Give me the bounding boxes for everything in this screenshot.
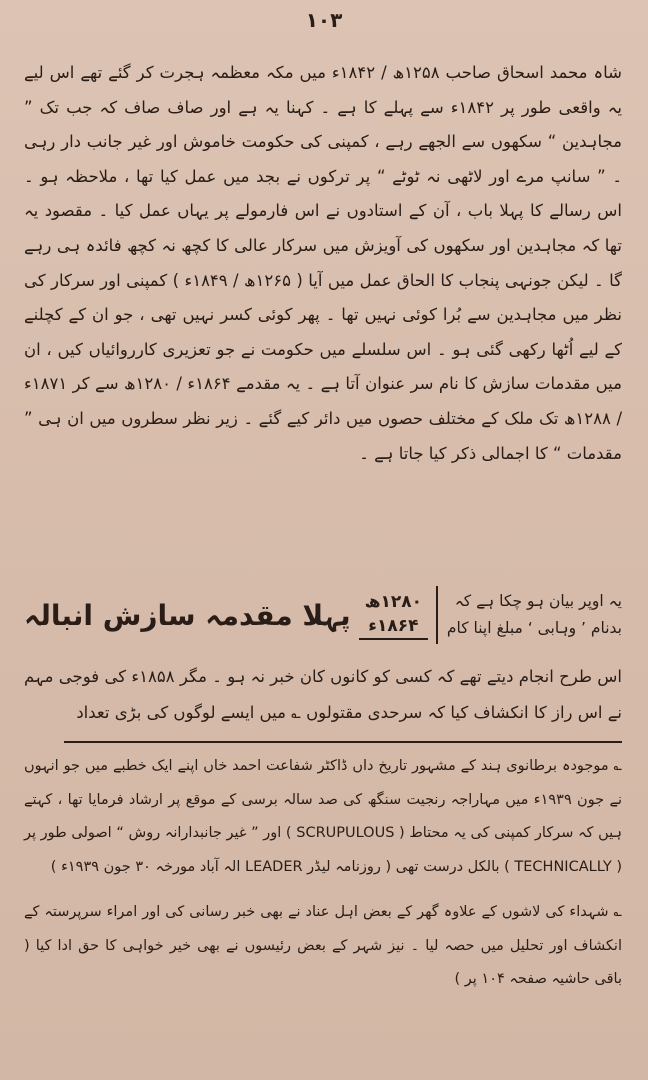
continuation-text: اس طرح انجام دیتے تھے کہ کسی کو کانوں کان خبر نہ ہو ۔ مگر ۱۸۵۸ء کی فوجی مہم نے اس راز کا انکشاف کیا کہ سرحدی مقتولوں ؎ میں ایسے لوگوں کی بڑی تعداد	[24, 667, 622, 722]
body-text	[24, 56, 622, 471]
page-number: ۱۰۳	[305, 8, 343, 32]
heading-title: پہلا مقدمہ سازش انبالہ	[24, 598, 351, 632]
heading-date	[359, 590, 428, 640]
footnote-divider	[64, 741, 622, 743]
footnote-1: ؎ موجودہ برطانوی ہند کے مشہور تاریخ داں ڈاکٹر شفاعت احمد خاں اپنے ایک خطبے میں جو انہوں نے جون ۱۹۳۹ء میں مہاراجہ رنجیت سنگھ کی صد سالہ برسی کے موقع پر ارشاد فرمایا تھا ، کہتے ہیں کہ سرکار کمپنی کی یہ محتاط ( SCRUPULOUS ) اور ” غیر جانبدارانہ روش “ اصولی طور پر ( TECHNICALLY ) بالکل درست تھی ( روزنامہ لیڈر LEADER الہ آباد مورخہ ۳۰ جون ۱۹۳۹ء )	[24, 758, 622, 875]
heading-date-hijri: ۱۲۸۰ھ	[364, 592, 423, 612]
heading-aside-text: یہ اوپر بیان ہو چکا ہے کہ بدنام ’ وہابی ‘ مبلغ اپنا کام	[446, 592, 622, 637]
footnote-2: ؎ شہداء کی لاشوں کے علاوہ گھر کے بعض اہل عناد نے بھی خبر رسانی کی اور امراء سرپرستہ کے انکشاف اور تحلیل میں حصہ لیا ۔ نیز شہر کے بعض رئیسوں نے بھی خیر خواہی کا حق ادا کیا ( باقی حاشیہ صفحہ ۱۰۴ پر )	[24, 904, 622, 987]
section-heading	[24, 581, 622, 649]
footnotes	[24, 750, 622, 997]
body-paragraph: شاہ محمد اسحاق صاحب ۱۲۵۸ھ / ۱۸۴۲ء میں مکہ معظمہ ہجرت کر گئے تھے اس لیے یہ واقعی طور پر ۱۸۴۲ء سے پہلے کا ہے ۔ کہنا یہ ہے اور صاف صاف کہ جب تک ” مجاہدین “ سکھوں سے الجھے رہے ، کمپنی کی حکومت خاموش اور غیر جانب دار رہی ۔ ” سانپ مرے اور لاٹھی نہ ٹوٹے “ پر ترکوں نے بجد میں عمل کیا تھا ، ملاحظہ ہو ۔ اس رسالے کا پہلا باب ، آن کے استادوں نے اس فارمولے پر یہاں عمل کیا ۔ مقصود یہ تھا کہ مجاہدین اور سکھوں کی آویزش میں سرکار عالی کا کچھ نہ کچھ فائدہ ہی رہے گا ۔ لیکن جونہی پنجاب کا الحاق عمل میں آیا ( ۱۲۶۵ھ / ۱۸۴۹ء ) کمپنی اور سرکار کی نظر میں مجاہدین سے بُرا کوئی نہیں تھا ۔ پھر کوئی کسر نہیں تھی ، جو ان کے کچلنے کے لیے اُٹھا رکھی گئی ہو ۔ اس سلسلے میں حکومت نے جو تعزیری کارروائیاں کیں ، ان میں مقدمات سازش کا نام سر عنوان آتا ہے ۔ یہ مقدمے ۱۸۶۴ء / ۱۲۸۰ھ سے کر ۱۸۷۱ء / ۱۲۸۸ھ تک ملک کے مختلف حصوں میں دائر کیے گئے ۔ زیر نظر سطروں میں ان ہی ” مقدمات “ کا اجمالی ذکر کیا جاتا ہے ۔	[24, 63, 623, 463]
heading-date-gregorian: ۱۸۶۴ء	[368, 616, 419, 636]
heading-divider	[436, 586, 438, 644]
